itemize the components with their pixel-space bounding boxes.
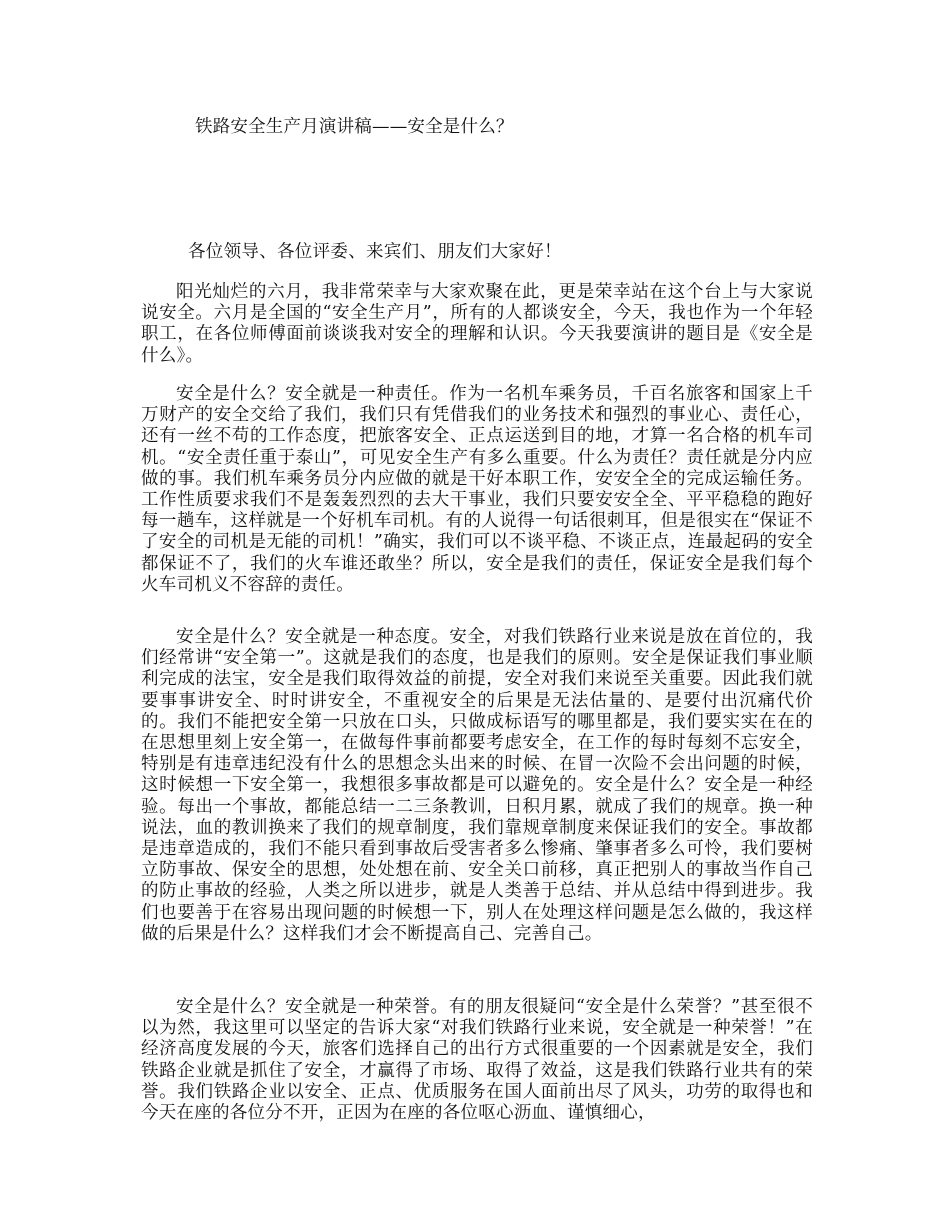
document-title: 铁路安全生产月演讲稿——安全是什么？ xyxy=(195,117,514,137)
paragraph-text: 安全是什么？安全就是一种态度。安全，对我们铁路行业来说是放在首位的，我们经常讲“安全第一”。这就是我们的态度，也是我们的原则。安全是保证我们事业顺利完成的法宝，安全是我们取得效益的前提，安全对我们来说至关重要。因此我们就要事事讲安全、时时讲安全，不重视安全的后果是无法估量的、是要付出沉痛代价的。我们不能把安全第一只放在口头，只做成标语写的哪里都是，我们要实实在在的在思想里刻上安全第一，在做每件事前都要考虑安全，在工作的每时每刻不忘安全，特别是有违章违纪没有什么的思想念头出来的时候、在冒一次险不会出问题的时候，这时候想一下安全第一，我想很多事故都是可以避免的。安全是什么？安全是一种经验。每出一个事故，都能总结一二三条教训，日积月累，就成了我们的规章。换一种说法，血的教训换来了我们的规章制度，我们靠规章制度来保证我们的安全。事故都是违章造成的，我们不能只看到事故后受害者多么惨痛、肇事者多么可怜，我们要树立防事故、保安全的思想，处处想在前、安全关口前移，真正把别人的事故当作自己的防止事故的经验，人类之所以进步，就是人类善于总结、并从总结中得到进步。我们也要善于在容易出现问题的时候想一下，别人在处理这样问题是怎么做的，我这样做的后果是什么？这样我们才会不断提高自己、完善自己。 xyxy=(141,627,813,944)
paragraph-3 xyxy=(141,627,813,945)
paragraph-4 xyxy=(141,997,813,1124)
paragraph-1 xyxy=(141,282,813,367)
paragraph-text: 安全是什么？安全就是一种责任。作为一名机车乘务员，千百名旅客和国家上千万财产的安全交给了我们，我们只有凭借我们的业务技术和强烈的事业心、责任心，还有一丝不苟的工作态度，把旅客安全、正点运送到目的地，才算一名合格的机车司机。“安全责任重于泰山”，可见安全生产有多么重要。什么为责任？责任就是分内应做的事。我们机车乘务员分内应做的就是干好本职工作，安安全全的完成运输任务。工作性质要求我们不是轰轰烈烈的去大干事业，我们只要安安全全、平平稳稳的跑好每一趟车，这样就是一个好机车司机。有的人说得一句话很刺耳，但是很实在“保证不了安全的司机是无能的司机！”确实，我们可以不谈平稳、不谈正点，连最起码的安全都保证不了，我们的火车谁还敢坐？所以，安全是我们的责任，保证安全是我们每个火车司机义不容辞的责任。 xyxy=(141,384,813,595)
paragraph-2 xyxy=(141,384,813,596)
paragraph-text: 安全是什么？安全就是一种荣誉。有的朋友很疑问“安全是什么荣誉？”甚至很不以为然，我这里可以坚定的告诉大家“对我们铁路行业来说，安全就是一种荣誉！”在经济高度发展的今天，旅客们选择自己的出行方式很重要的一个因素就是安全，我们铁路企业就是抓住了安全，才赢得了市场、取得了效益，这是我们铁路行业共有的荣誉。我们铁路企业以安全、正点、优质服务在国人面前出尽了风头，功劳的取得也和今天在座的各位分不开，正因为在座的各位呕心沥血、谨慎细心， xyxy=(141,997,813,1124)
paragraph-text: 阳光灿烂的六月，我非常荣幸与大家欢聚在此，更是荣幸站在这个台上与大家说说安全。六月是全国的“安全生产月”，所有的人都谈安全，今天，我也作为一个年轻职工，在各位师傅面前谈谈我对安全的理解和认识。今天我要演讲的题目是《安全是什么》。 xyxy=(141,282,813,366)
greeting-line: 各位领导、各位评委、来宾们、朋友们大家好！ xyxy=(188,242,562,262)
